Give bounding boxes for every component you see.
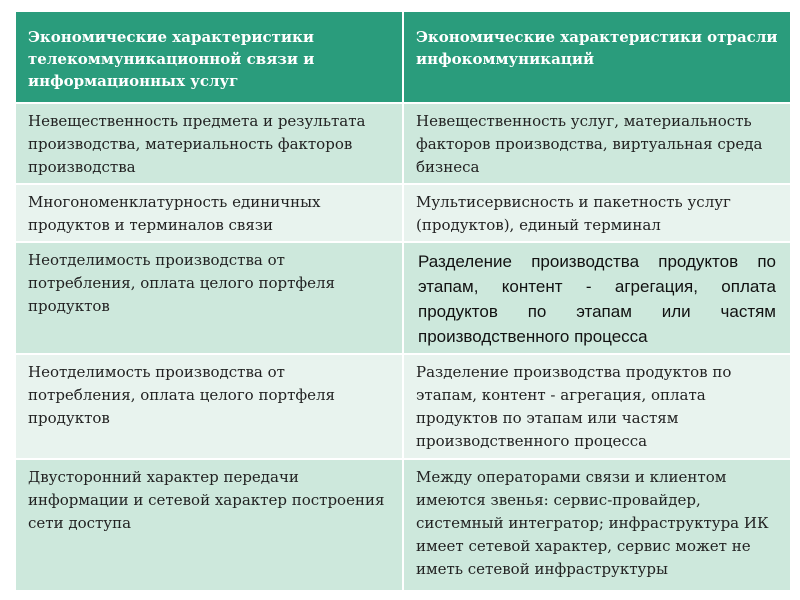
table-cell-infocom: Невещественность услуг, материальность факторов производства, виртуальная среда бизнеса [403,103,791,184]
header-infocom-characteristics: Экономические характеристики отрасли инфокоммуникаций [403,11,791,103]
table-cell-telecom: Неотделимость производства от потребления, оплата целого портфеля продуктов [15,354,403,459]
table-cell-telecom: Неотделимость производства от потребления, оплата целого портфеля продуктов [15,242,403,354]
comparison-table-container [14,10,790,578]
table-cell-infocom: Разделение производства продуктов по этапам, контент - агрегация, оплата продуктов по этапам или частям производственного процесса [403,354,791,459]
table-header-row [15,11,791,103]
table-row [15,184,791,242]
table-row [15,459,791,591]
comparison-table [14,10,792,592]
table-row [15,103,791,184]
table-row [15,242,791,354]
header-telecom-characteristics: Экономические характеристики телекоммуникационной связи и информационных услуг [15,11,403,103]
table-cell-telecom: Двусторонний характер передачи информации и сетевой характер построения сети доступа [15,459,403,591]
table-cell-telecom: Многономенклатурность единичных продуктов и терминалов связи [15,184,403,242]
table-cell-infocom: Между операторами связи и клиентом имеются звенья: сервис-провайдер, системный интегратор; инфраструктура ИК имеет сетевой характер, сервис может не иметь сетевой инфраструктуры [403,459,791,591]
table-row [15,354,791,459]
table-cell-infocom: Разделение производства продуктов по этапам, контент - агрегация, оплата продуктов по этапам или частям производственного процесса [403,242,791,354]
table-cell-telecom: Невещественность предмета и результата производства, материальность факторов производства [15,103,403,184]
table-cell-infocom: Мультисервисность и пакетность услуг (продуктов), единый терминал [403,184,791,242]
